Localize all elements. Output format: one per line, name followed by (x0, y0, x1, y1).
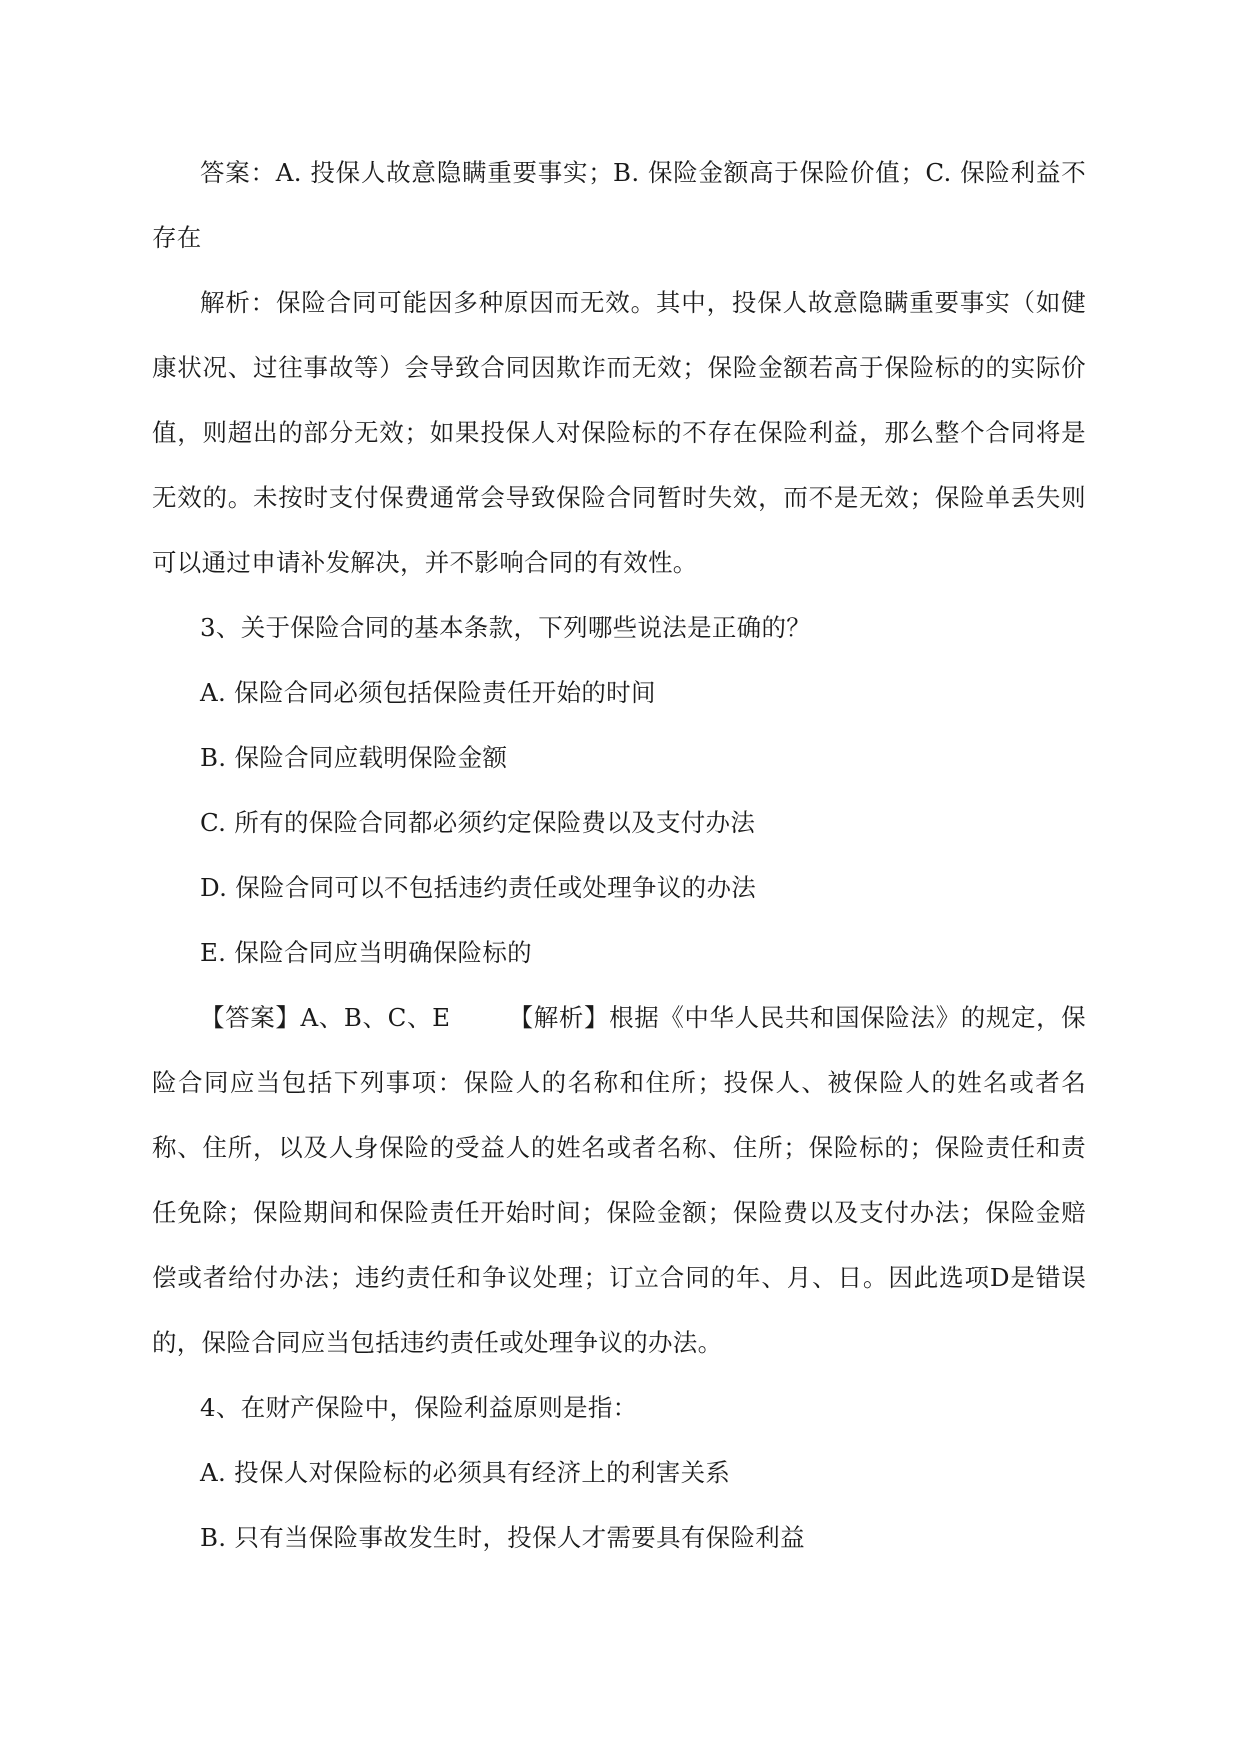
question-4-option-b: B. 只有当保险事故发生时，投保人才需要具有保险利益 (200, 1523, 805, 1552)
question-3-stem: 3、关于保险合同的基本条款，下列哪些说法是正确的？ (200, 613, 812, 642)
question-4-option-a: A. 投保人对保险标的必须具有经济上的利害关系 (200, 1458, 731, 1487)
question-3-analysis: 【解析】根据《中华人民共和国保险法》的规定，保险合同应当包括下列事项：保险人的名称和住所；投保人、被保险人的姓名或者名称、住所，以及人身保险的受益人的姓名或者名称、住所；保险标的；保险责任和责任免除；保险期间和保险责任开始时间；保险金额；保险费以及支付办法；保险金赔偿或者给付办法；违约责任和争议处理；订立合同的年、月、日。因此选项D是错误的，保险合同应当包括违约责任或处理争议的办法。 (152, 1003, 1086, 1357)
question-3-option-a: A. 保险合同必须包括保险责任开始的时间 (200, 678, 656, 707)
document-body (152, 140, 1086, 1570)
question-4-stem: 4、在财产保险中，保险利益原则是指： (200, 1393, 638, 1422)
answer-paragraph: 答案：A. 投保人故意隐瞒重要事实；B. 保险金额高于保险价值；C. 保险利益不存在 (152, 158, 1086, 252)
question-3-option-b: B. 保险合同应载明保险金额 (200, 743, 508, 772)
question-3-answer-analysis (152, 985, 1086, 1375)
question-3-answer: 【答案】A、B、C、E (200, 1003, 451, 1032)
question-3-option-c: C. 所有的保险合同都必须约定保险费以及支付办法 (200, 808, 756, 837)
question-3-option-d: D. 保险合同可以不包括违约责任或处理争议的办法 (200, 873, 757, 902)
question-3-option-e: E. 保险合同应当明确保险标的 (200, 938, 532, 967)
analysis-paragraph: 解析：保险合同可能因多种原因而无效。其中，投保人故意隐瞒重要事实（如健康状况、过往事故等）会导致合同因欺诈而无效；保险金额若高于保险标的的实际价值，则超出的部分无效；如果投保人对保险标的不存在保险利益，那么整个合同将是无效的。未按时支付保费通常会导致保险合同暂时失效，而不是无效；保险单丢失则可以通过申请补发解决，并不影响合同的有效性。 (152, 288, 1086, 577)
